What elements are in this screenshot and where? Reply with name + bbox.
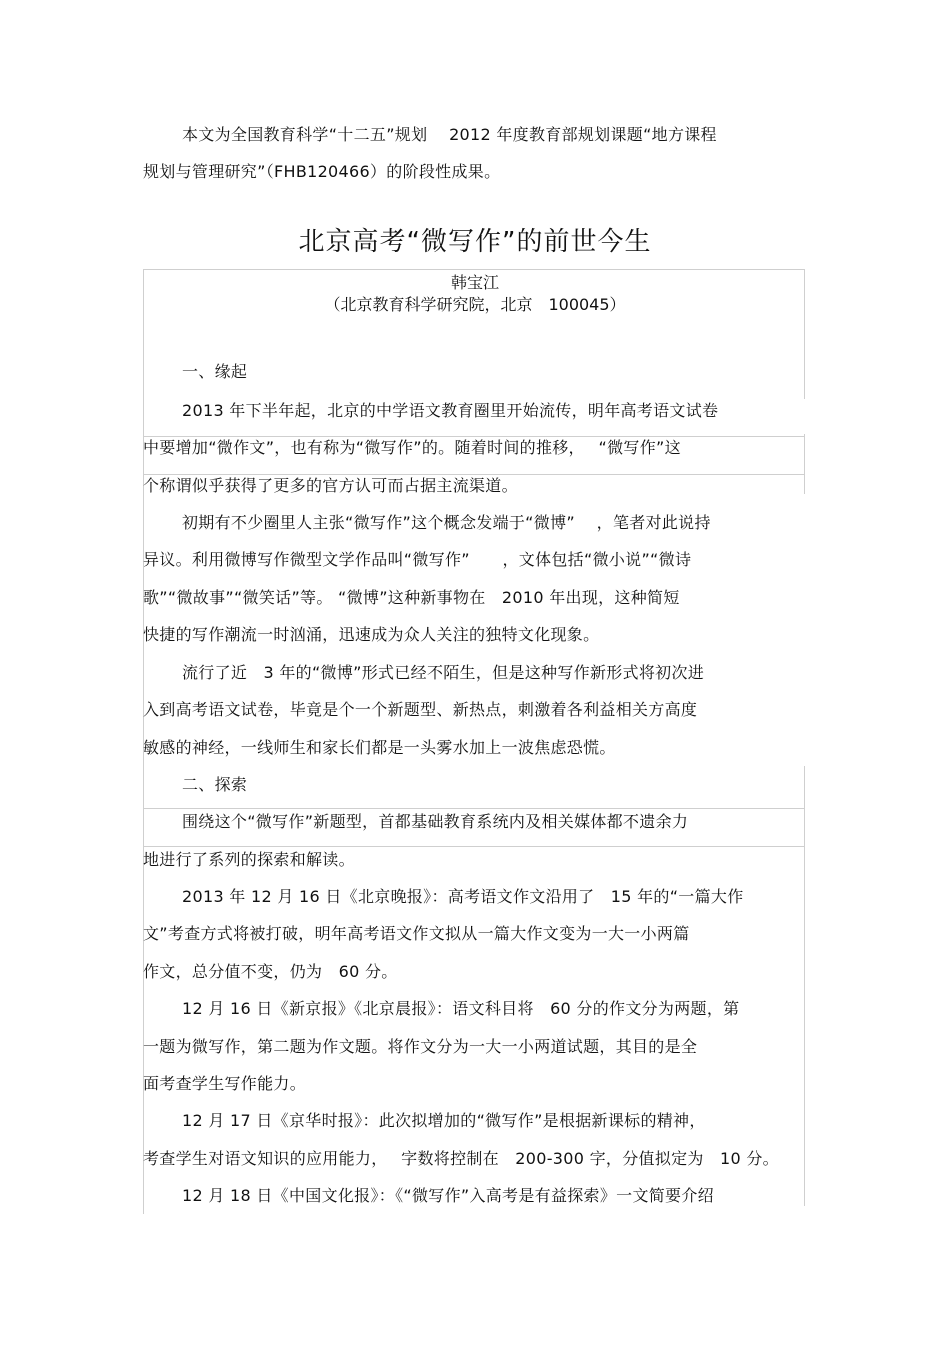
- body-line: 入到高考语文试卷，毕竟是个一个新题型、新热点，刺激着各利益相关方高度: [143, 700, 698, 719]
- body-line: 中要增加“微作文”，也有称为“微写作”的。随着时间的推移， “微写作”这: [143, 438, 681, 457]
- body-line: 歌”“微故事”“微笑话”等。 “微博”这种新事物在 2010 年出现，这种简短: [143, 588, 680, 607]
- author-affiliation: （北京教育科学研究院，北京 100045）: [324, 295, 626, 314]
- body-line: 围绕这个“微写作”新题型，首都基础教育系统内及相关媒体都不遗余力: [182, 812, 689, 831]
- body-line: 2013 年 12 月 16 日《北京晚报》：高考语文作文沿用了 15 年的“一篇大作: [182, 887, 744, 906]
- section-heading-exploration: 二、探索: [182, 775, 248, 794]
- funding-note-line-1: 本文为全国教育科学“十二五”规划 2012 年度教育部规划课题“地方课程: [182, 125, 717, 144]
- body-line: 个称谓似乎获得了更多的官方认可而占据主流渠道。: [143, 476, 518, 495]
- author-name: 韩宝江: [450, 273, 499, 292]
- body-line: 敏感的神经，一线师生和家长们都是一头雾水加上一波焦虑恐慌。: [143, 738, 616, 757]
- body-line: 地进行了系列的探索和解读。: [143, 850, 355, 869]
- body-line: 考查学生对语文知识的应用能力， 字数将控制在 200-300 字，分值拟定为 10 分。: [143, 1149, 779, 1168]
- body-line: 一题为微写作，第二题为作文题。将作文分为一大一小两道试题，其目的是全: [143, 1037, 698, 1056]
- frame-mid-line-3: [143, 808, 805, 809]
- frame-right-line-2: [804, 434, 805, 494]
- frame-top-line: [143, 269, 805, 270]
- body-line: 面考查学生写作能力。: [143, 1074, 307, 1093]
- article-title: 北京高考“微写作”的前世今生: [298, 227, 652, 257]
- section-heading-origin: 一、缘起: [182, 362, 248, 381]
- body-line: 12 月 16 日《新京报》《北京晨报》：语文科目将 60 分的作文分为两题，第: [182, 999, 740, 1018]
- body-line: 12 月 18 日《中国文化报》：《“微写作”入高考是有益探索》一文简要介绍: [182, 1186, 714, 1205]
- body-line: 异议。利用微博写作微型文学作品叫“微写作” ，文体包括“微小说”“微诗: [143, 550, 692, 569]
- frame-right-line-3: [804, 766, 805, 1206]
- body-line: 12 月 17 日《京华时报》：此次拟增加的“微写作”是根据新课标的精神，: [182, 1111, 706, 1130]
- funding-note-line-2: 规划与管理研究”（FHB120466）的阶段性成果。: [143, 162, 501, 181]
- body-line: 文”考查方式将被打破，明年高考语文作文拟从一篇大作文变为一大一小两篇: [143, 924, 690, 943]
- body-line: 2013 年下半年起，北京的中学语文教育圈里开始流传，明年高考语文试卷: [182, 401, 719, 420]
- body-line: 快捷的写作潮流一时汹涌，迅速成为众人关注的独特文化现象。: [143, 625, 600, 644]
- body-line: 作文，总分值不变，仍为 60 分。: [143, 962, 398, 981]
- body-line: 流行了近 3 年的“微博”形式已经不陌生，但是这种写作新形式将初次进: [182, 663, 705, 682]
- frame-mid-line-4: [143, 846, 805, 847]
- body-line: 初期有不少圈里人主张“微写作”这个概念发端于“微博” ，笔者对此说持: [182, 513, 711, 532]
